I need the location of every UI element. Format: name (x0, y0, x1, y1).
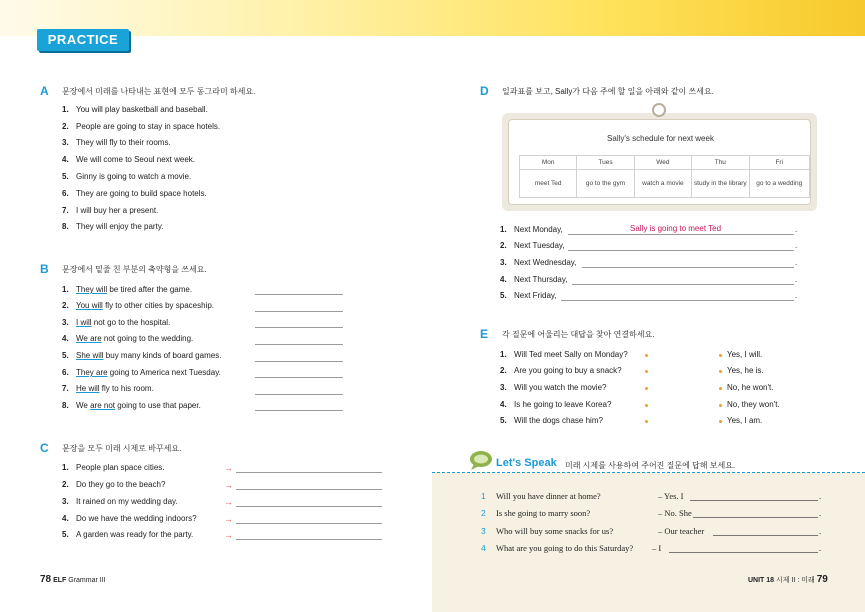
section-title: 각 질문에 어울리는 대답을 찾아 연결하세요. (502, 329, 655, 339)
arrow-icon: → (224, 480, 233, 490)
answer-line[interactable] (236, 523, 382, 524)
divider (432, 472, 865, 473)
schedule-table (519, 155, 810, 198)
answer-line[interactable] (255, 311, 343, 312)
table-cell: study in the library (692, 170, 749, 198)
pin-icon (652, 103, 666, 117)
item-number: 1 (481, 491, 486, 501)
list-item: 7. I will buy her a present. (62, 206, 159, 215)
table-cell: go to the gym (577, 170, 634, 198)
speak-question: Will you have dinner at home? (496, 491, 601, 501)
list-item: 1. They will be tired after the game. (62, 285, 193, 294)
answer-line[interactable] (572, 284, 794, 285)
period-mark: . (795, 258, 798, 267)
practice-badge: PRACTICE (37, 29, 129, 51)
answer-line[interactable] (713, 535, 818, 536)
answer-item: No, he won't. (727, 383, 774, 392)
answer-item: Yes, he is. (727, 366, 764, 375)
list-item: 5. A garden was ready for the party. (62, 530, 194, 539)
period-mark: . (795, 225, 798, 234)
section-title: 문장에서 미래를 나타내는 표현에 모두 동그라미 하세요. (62, 86, 256, 96)
list-item: 4. We will come to Seoul next week. (62, 155, 196, 164)
section-letter: B (40, 262, 49, 276)
section-title: 일과표를 보고, Sally가 다음 주에 할 일을 아래와 같이 쓰세요. (502, 86, 714, 96)
list-item: 4. Next Thursday, (500, 275, 568, 284)
list-item: 5. Ginny is going to watch a movie. (62, 172, 192, 181)
schedule-board (502, 113, 817, 211)
section-title: 문장을 모두 미래 시제로 바꾸세요. (62, 443, 182, 453)
speak-answer-start: – I (652, 543, 662, 553)
answer-line[interactable] (255, 344, 343, 345)
list-item: 6. They are going to America next Tuesday. (62, 368, 221, 377)
answer-line[interactable] (568, 234, 794, 235)
answer-line[interactable] (568, 250, 794, 251)
table-cell: Tues (577, 156, 634, 170)
list-item: 2. People are going to stay in space hotels. (62, 122, 221, 131)
list-item: 2. Do they go to the beach? (62, 480, 166, 489)
question-item: 5. Will the dogs chase him? (500, 416, 603, 425)
speak-question: What are you going to do this Saturday? (496, 543, 634, 553)
answer-line[interactable] (255, 377, 343, 378)
section-e-header (480, 327, 654, 341)
list-item: 5. She will buy many kinds of board games. (62, 351, 222, 360)
list-item: 2. You will fly to other cities by spaceship. (62, 301, 215, 310)
list-item: 8. They will enjoy the party. (62, 222, 164, 231)
list-item: 1. You will play basketball and baseball. (62, 105, 208, 114)
top-banner (0, 0, 865, 36)
item-number: 4 (481, 543, 486, 553)
list-item: 4. We are not going to the wedding. (62, 334, 194, 343)
question-item: 4. Is he going to leave Korea? (500, 400, 612, 409)
schedule-paper (508, 119, 811, 205)
match-dot[interactable] (645, 420, 648, 423)
answer-line[interactable] (690, 500, 818, 501)
answer-line[interactable] (255, 327, 343, 328)
answer-line[interactable] (255, 361, 343, 362)
speak-question: Is she going to marry soon? (496, 508, 591, 518)
match-dot[interactable] (645, 354, 648, 357)
lets-speak-title: Let's Speak (496, 457, 557, 469)
unit-subtitle: 시제 II : 미래 (776, 577, 815, 584)
schedule-title: Sally's schedule for next week (607, 134, 714, 143)
question-item: 2. Are you going to buy a snack? (500, 366, 622, 375)
arrow-icon: → (224, 530, 233, 540)
answer-line[interactable] (255, 410, 343, 411)
list-item: 3. It rained on my wedding day. (62, 497, 178, 506)
footer-right (748, 574, 828, 585)
answer-line[interactable] (236, 489, 382, 490)
question-item: 3. Will you watch the movie? (500, 383, 607, 392)
answer-line[interactable] (255, 294, 343, 295)
table-cell: meet Ted (520, 170, 577, 198)
list-item: 8. We are not going to use that paper. (62, 401, 201, 410)
table-cell: Wed (634, 156, 691, 170)
match-dot[interactable] (645, 387, 648, 390)
match-dot[interactable] (719, 370, 722, 373)
match-dot[interactable] (719, 420, 722, 423)
period-mark: . (795, 291, 798, 300)
table-cell: Fri (749, 156, 810, 170)
arrow-icon: → (224, 514, 233, 524)
item-number: 3 (481, 526, 486, 536)
answer-line[interactable] (236, 472, 382, 473)
speak-answer-start: – Our teacher (658, 526, 705, 536)
period-mark: . (819, 526, 822, 536)
unit-label: UNIT 18 (748, 577, 775, 584)
speak-answer-start: – Yes. I (658, 491, 684, 501)
answer-line[interactable] (669, 552, 818, 553)
question-item: 1. Will Ted meet Sally on Monday? (500, 350, 628, 359)
speech-bubble-icon (468, 449, 494, 471)
answer-line[interactable] (255, 394, 343, 395)
match-dot[interactable] (645, 370, 648, 373)
speak-question: Who will buy some snacks for us? (496, 526, 614, 536)
answer-line[interactable] (561, 300, 794, 301)
answer-item: Yes, I will. (727, 350, 763, 359)
period-mark: . (819, 508, 822, 518)
arrow-icon: → (224, 497, 233, 507)
match-dot[interactable] (645, 404, 648, 407)
page-number: 79 (816, 574, 828, 585)
item-number: 2 (481, 508, 486, 518)
section-letter: E (480, 327, 489, 341)
list-item: 3. Next Wednesday, (500, 258, 577, 267)
section-letter: D (480, 84, 489, 98)
list-item: 3. I will not go to the hospital. (62, 318, 171, 327)
section-title: 문장에서 밑줄 친 부분의 축약형을 쓰세요. (62, 264, 207, 274)
section-letter: C (40, 441, 49, 455)
match-dot[interactable] (719, 387, 722, 390)
list-item: 4. Do we have the wedding indoors? (62, 514, 197, 523)
book-title: ELF (53, 577, 67, 584)
match-dot[interactable] (719, 354, 722, 357)
answer-line[interactable] (582, 267, 794, 268)
answer-line[interactable] (693, 517, 818, 518)
table-cell: Thu (692, 156, 749, 170)
arrow-icon: → (224, 463, 233, 473)
section-b-header (40, 262, 207, 276)
footer-left (40, 574, 106, 585)
answer-item: No, they won't. (727, 400, 780, 409)
section-c-header (40, 441, 181, 455)
page-number: 78 (40, 574, 52, 585)
period-mark: . (819, 491, 822, 501)
match-dot[interactable] (719, 404, 722, 407)
list-item: 1. People plan space cities. (62, 463, 165, 472)
list-item: 3. They will fly to their rooms. (62, 138, 171, 147)
answer-item: Yes, I am. (727, 416, 763, 425)
book-subtitle: Grammar III (68, 577, 106, 584)
list-item: 6. They are going to build space hotels. (62, 189, 207, 198)
answer-line[interactable] (236, 539, 382, 540)
section-d-header (480, 84, 714, 98)
period-mark: . (819, 543, 822, 553)
table-cell: Mon (520, 156, 577, 170)
list-item: 7. He will fly to his room. (62, 384, 154, 393)
period-mark: . (795, 275, 798, 284)
list-item: 2. Next Tuesday, (500, 241, 565, 250)
list-item: 1. Next Monday, (500, 225, 563, 234)
lets-speak-desc: 미래 시제를 사용하여 주어진 질문에 답해 보세요. (565, 461, 736, 470)
speak-answer-start: – No. She (658, 508, 692, 518)
list-item: 5. Next Friday, (500, 291, 557, 300)
section-letter: A (40, 84, 49, 98)
period-mark: . (795, 241, 798, 250)
section-a-header (40, 84, 255, 98)
table-cell: go to a wedding (749, 170, 810, 198)
table-cell: watch a movie (634, 170, 691, 198)
sample-answer: Sally is going to meet Ted (630, 224, 722, 233)
answer-line[interactable] (236, 506, 382, 507)
